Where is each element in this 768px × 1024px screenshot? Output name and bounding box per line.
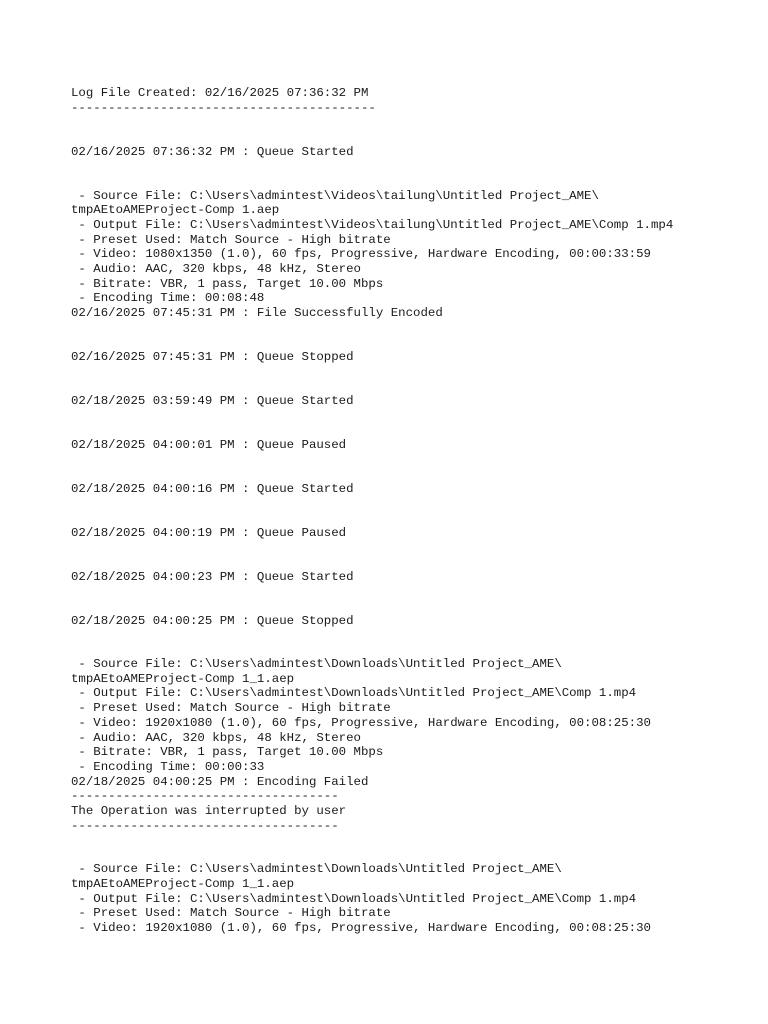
output-file-line: - Output File: C:\Users\admintest\Videos\tailung\Untitled Project_AME\Comp 1.mp4 — [71, 217, 674, 232]
bitrate-line: - Bitrate: VBR, 1 pass, Target 10.00 Mbps — [71, 276, 384, 291]
log-entry: 02/18/2025 04:00:25 PM : Queue Stopped — [71, 613, 354, 628]
source-file-line: - Source File: C:\Users\admintest\Videos\tailung\Untitled Project_AME\ — [71, 188, 599, 203]
output-file-line: - Output File: C:\Users\admintest\Downloads\Untitled Project_AME\Comp 1.mp4 — [71, 891, 637, 906]
log-entry: 02/18/2025 04:00:23 PM : Queue Started — [71, 569, 354, 584]
source-file-continuation: tmpAEtoAMEProject-Comp 1_1.aep — [71, 877, 295, 891]
video-line: - Video: 1080x1350 (1.0), 60 fps, Progressive, Hardware Encoding, 00:00:33:59 — [71, 247, 651, 262]
source-file-continuation: tmpAEtoAMEProject-Comp 1.aep — [71, 203, 280, 218]
video-line: - Video: 1920x1080 (1.0), 60 fps, Progressive, Hardware Encoding, 00:08:25:30 — [71, 921, 651, 936]
log-entry: 02/18/2025 04:00:01 PM : Queue Paused — [71, 438, 347, 453]
log-entry: 02/18/2025 04:00:25 PM : Encoding Failed — [71, 774, 369, 789]
log-entry: 02/16/2025 07:36:32 PM : Queue Started — [71, 144, 354, 159]
job-details — [71, 862, 761, 935]
log-entry: 02/18/2025 03:59:49 PM : Queue Started — [71, 393, 354, 408]
log-entry: 02/18/2025 04:00:19 PM : Queue Paused — [71, 526, 347, 540]
log-entry: 02/16/2025 07:45:31 PM : Queue Stopped — [71, 349, 354, 364]
separator: ------------------------------------ — [71, 818, 339, 833]
video-line: - Video: 1920x1080 (1.0), 60 fps, Progressive, Hardware Encoding, 00:08:25:30 — [71, 715, 651, 730]
output-file-line: - Output File: C:\Users\admintest\Downloads\Untitled Project_AME\Comp 1.mp4 — [71, 686, 637, 701]
encoding-time-line: - Encoding Time: 00:08:48 — [71, 291, 265, 306]
bitrate-line: - Bitrate: VBR, 1 pass, Target 10.00 Mbps — [71, 745, 384, 760]
error-message: The Operation was interrupted by user — [71, 803, 347, 818]
log-header: Log File Created: 02/16/2025 07:36:32 PM — [71, 86, 369, 100]
log-entry: 02/16/2025 07:45:31 PM : File Successfully Encoded — [71, 306, 443, 321]
preset-line: - Preset Used: Match Source - High bitrate — [71, 232, 391, 247]
audio-line: - Audio: AAC, 320 kbps, 48 kHz, Stereo — [71, 730, 361, 745]
preset-line: - Preset Used: Match Source - High bitrate — [71, 906, 391, 921]
encoding-time-line: - Encoding Time: 00:00:33 — [71, 759, 265, 774]
separator: ----------------------------------------- — [71, 100, 376, 115]
job-details — [71, 657, 761, 775]
audio-line: - Audio: AAC, 320 kbps, 48 kHz, Stereo — [71, 262, 361, 276]
source-file-continuation: tmpAEtoAMEProject-Comp 1_1.aep — [71, 671, 295, 686]
log-document — [71, 86, 761, 936]
log-entry: 02/18/2025 04:00:16 PM : Queue Started — [71, 481, 354, 496]
source-file-line: - Source File: C:\Users\admintest\Downloads\Untitled Project_AME\ — [71, 657, 562, 672]
source-file-line: - Source File: C:\Users\admintest\Downloads\Untitled Project_AME\ — [71, 862, 562, 877]
job-details — [71, 189, 761, 307]
separator: ------------------------------------ — [71, 789, 339, 804]
preset-line: - Preset Used: Match Source - High bitrate — [71, 701, 391, 716]
